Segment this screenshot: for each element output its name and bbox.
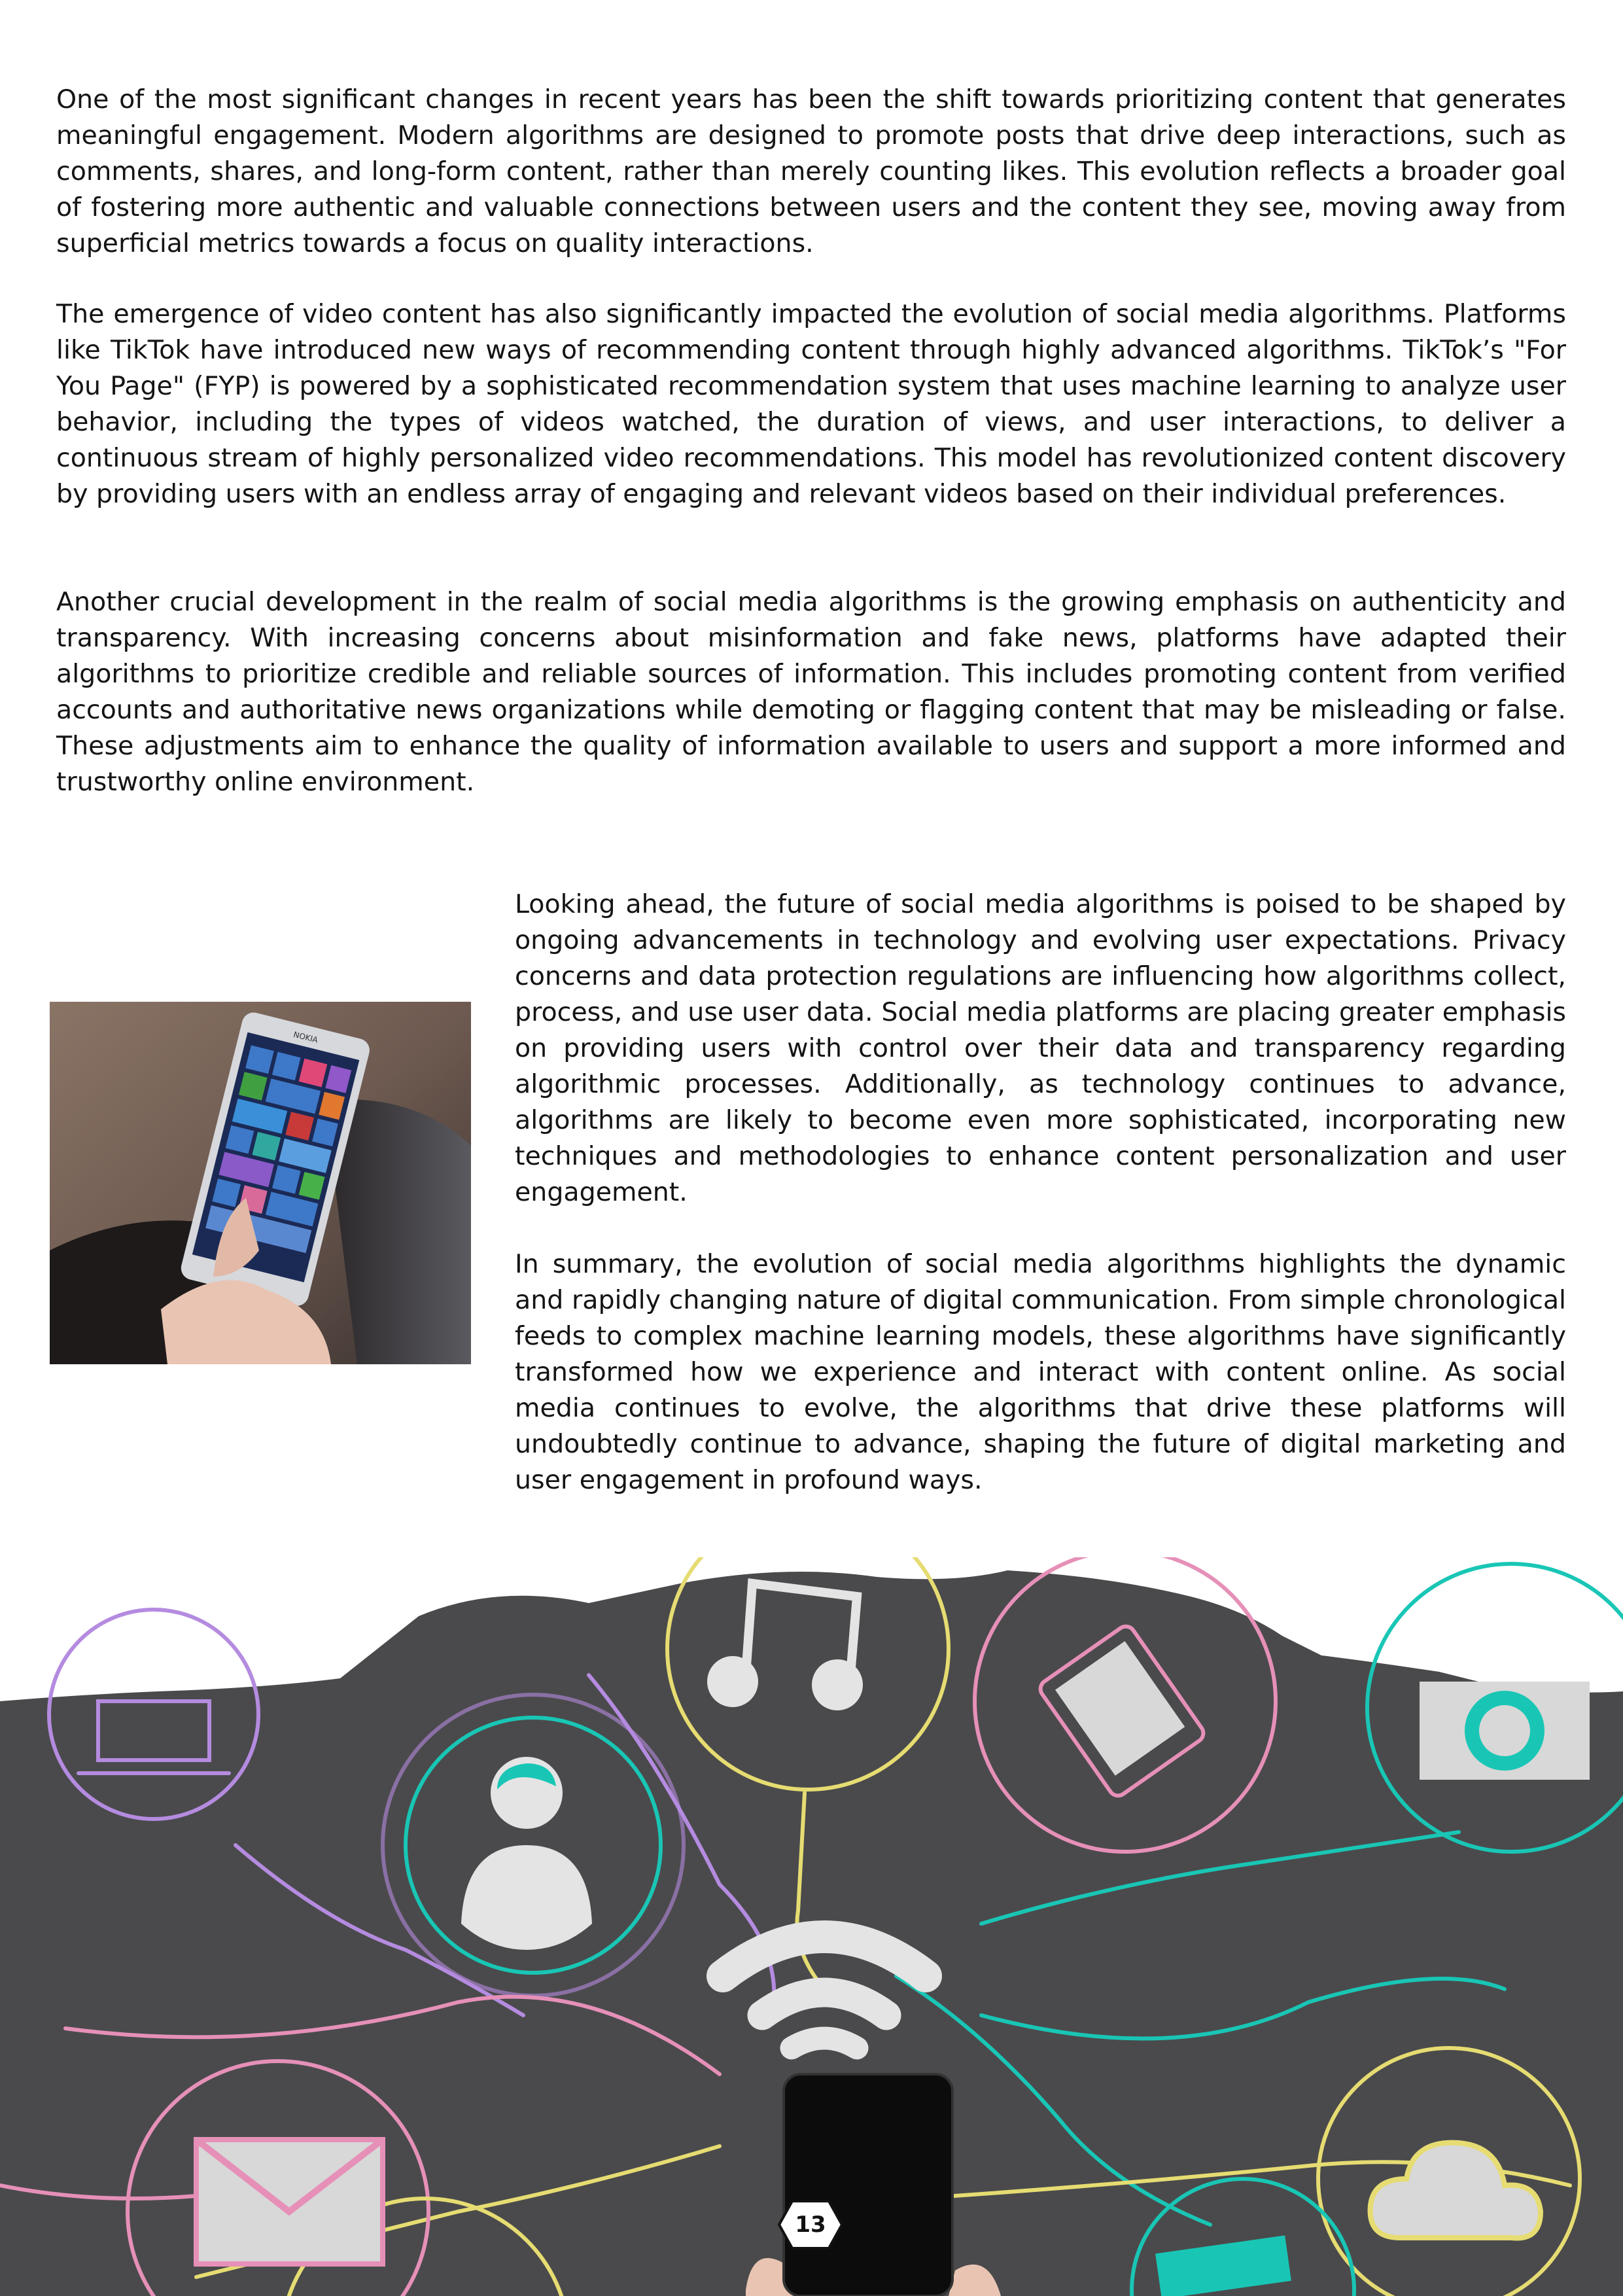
phone-brand-text: NOKIA [292, 1029, 319, 1045]
paragraph-future: Looking ahead, the future of social media algorithms is poised to be shaped by ongoing advancements in technology and evolving user expectations. Privacy concerns and data protection regulations are influencing how algorithms collect, process, and use user data. Social media platforms are placing greater emphasis on providing users with control over their data and transparency regarding algorithmic processes. Additionally, as technology continues to advance, algorithms are likely to become even more sophisticated, incorporating new techniques and methodologies to enhance content personalization and user engagement. [515, 889, 1566, 1207]
page-number-badge [778, 2199, 843, 2251]
chalkboard-social-media-illustration [0, 1557, 1623, 2296]
paragraph-video-content: The emergence of video content has also significantly impacted the evolution of social media algorithms. Platforms like TikTok have introduced new ways of recommending content through highly advanced algorithms. TikTok’s "For You Page" (FYP) is powered by a sophisticated recommendation system that uses machine learning to analyze user behavior, including the types of videos watched, the duration of views, and user interactions, to deliver a continuous stream of highly personalized video recommendations. This model has revolutionized content discovery by providing users with an endless array of engaging and relevant videos based on their individual preferences. [56, 299, 1566, 509]
paragraph-engagement: One of the most significant changes in recent years has been the shift towards prioritizing content that generates meaningful engagement. Modern algorithms are designed to promote posts that drive deep interactions, such as comments, shares, and long-form content, rather than merely counting likes. This evolution reflects a broader goal of fostering more authentic and valuable connections between users and the content they see, moving away from superficial metrics towards a focus on quality interactions. [56, 84, 1566, 258]
paragraph-authenticity: Another crucial development in the realm of social media algorithms is the growing emphasis on authenticity and transparency. With increasing concerns about misinformation and fake news, platforms have adapted their algorithms to prioritize credible and reliable sources of information. This includes promoting content from verified accounts and authoritative news organizations while demoting or flagging content that may be misleading or false. These adjustments aim to enhance the quality of information available to users and support a more informed and trustworthy online environment. [56, 587, 1566, 797]
paragraph-summary: In summary, the evolution of social media algorithms highlights the dynamic and rapidly changing nature of digital communication. From simple chronological feeds to complex machine learning models, these algorithms have significantly transformed how we experience and interact with content online. As social media continues to evolve, the algorithms that drive these platforms will undoubtedly continue to advance, shaping the future of digital marketing and user engagement in profound ways. [515, 1249, 1566, 1495]
phone-in-hand-photo [50, 1002, 471, 1364]
mail-icon [196, 2140, 383, 2264]
page-number: 13 [795, 2212, 826, 2238]
